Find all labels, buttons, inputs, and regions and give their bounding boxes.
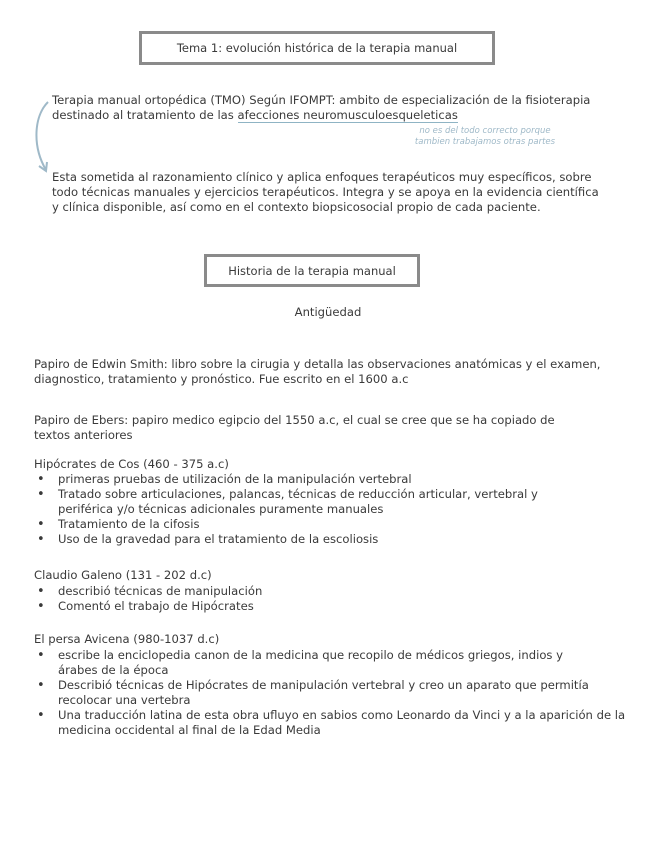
list-item: • Describió técnicas de Hipócrates de manipulación vertebral y creo un aparato que permitía recolocar una vertebra bbox=[34, 678, 618, 708]
annotation-line-1: no es del todo correcto porque bbox=[419, 126, 551, 136]
avicena-title: El persa Avicena (980-1037 d.c) bbox=[34, 632, 220, 646]
list-item: • escribe la enciclopedia canon de la medicina que recopilo de médicos griegos, indios y árabes de la época bbox=[34, 648, 578, 678]
annotation-line-2: tambien trabajamos otras partes bbox=[414, 137, 556, 147]
edwin-smith-papyrus: Papiro de Edwin Smith: libro sobre la cirugia y detalla las observaciones anatómicas y el examen, diagnostico, tratamiento y pronóstico. Fue escrito en el 1600 a.c bbox=[34, 357, 601, 386]
list-item: • describió técnicas de manipulación bbox=[34, 584, 614, 599]
list-item: • primeras pruebas de utilización de la manipulación vertebral bbox=[34, 472, 614, 487]
tmo-description: Esta sometida al razonamiento clínico y aplica enfoques terapéuticos muy específicos, sobre todo técnicas manuales y ejercicios terapéuticos. Integra y se apoya en la evidencia científica y clínica disponible, así como en el contexto biopsicosocial propio de cada paciente. bbox=[52, 170, 599, 214]
hipocrates-title: Hipócrates de Cos (460 - 375 a.c) bbox=[34, 457, 229, 471]
galeno-list bbox=[34, 584, 614, 614]
handwritten-annotation bbox=[370, 126, 600, 148]
tmo-definition bbox=[52, 93, 612, 123]
avicena-list bbox=[34, 648, 626, 738]
title-text: Tema 1: evolución histórica de la terapia manual bbox=[176, 41, 458, 55]
list-item: • Uso de la gravedad para el tratamiento de la escoliosis bbox=[34, 532, 614, 547]
list-item: • Tratamiento de la cifosis bbox=[34, 517, 614, 532]
ebers-papyrus: Papiro de Ebers: papiro medico egipcio del 1550 a.c, el cual se cree que se ha copiado de textos anteriores bbox=[34, 413, 555, 442]
hipocrates-list bbox=[34, 472, 614, 547]
list-item: • Una traducción latina de esta obra ufluyo en sabios como Leonardo da Vinci y a la aparición de la medicina occidental al final de la Edad Media bbox=[34, 708, 630, 738]
history-box bbox=[204, 254, 420, 287]
definition-underlined: afecciones neuromusculoesqueleticas bbox=[237, 108, 458, 122]
list-item: • Comentó el trabajo de Hipócrates bbox=[34, 599, 614, 614]
history-box-text: Historia de la terapia manual bbox=[228, 263, 396, 278]
era-heading: Antigüedad bbox=[294, 305, 362, 319]
definition-prefix: Terapia manual ortopédica (TMO) Según IFOMPT: ambito de especialización de la fisioterapia destinado al tratamiento de las bbox=[52, 93, 591, 122]
list-item: • Tratado sobre articulaciones, palancas, técnicas de reducción articular, vertebral y periférica y/o técnicas adicionales puramente manuales bbox=[34, 487, 588, 517]
title-box bbox=[139, 31, 495, 65]
galeno-title: Claudio Galeno (131 - 202 d.c) bbox=[34, 568, 212, 582]
